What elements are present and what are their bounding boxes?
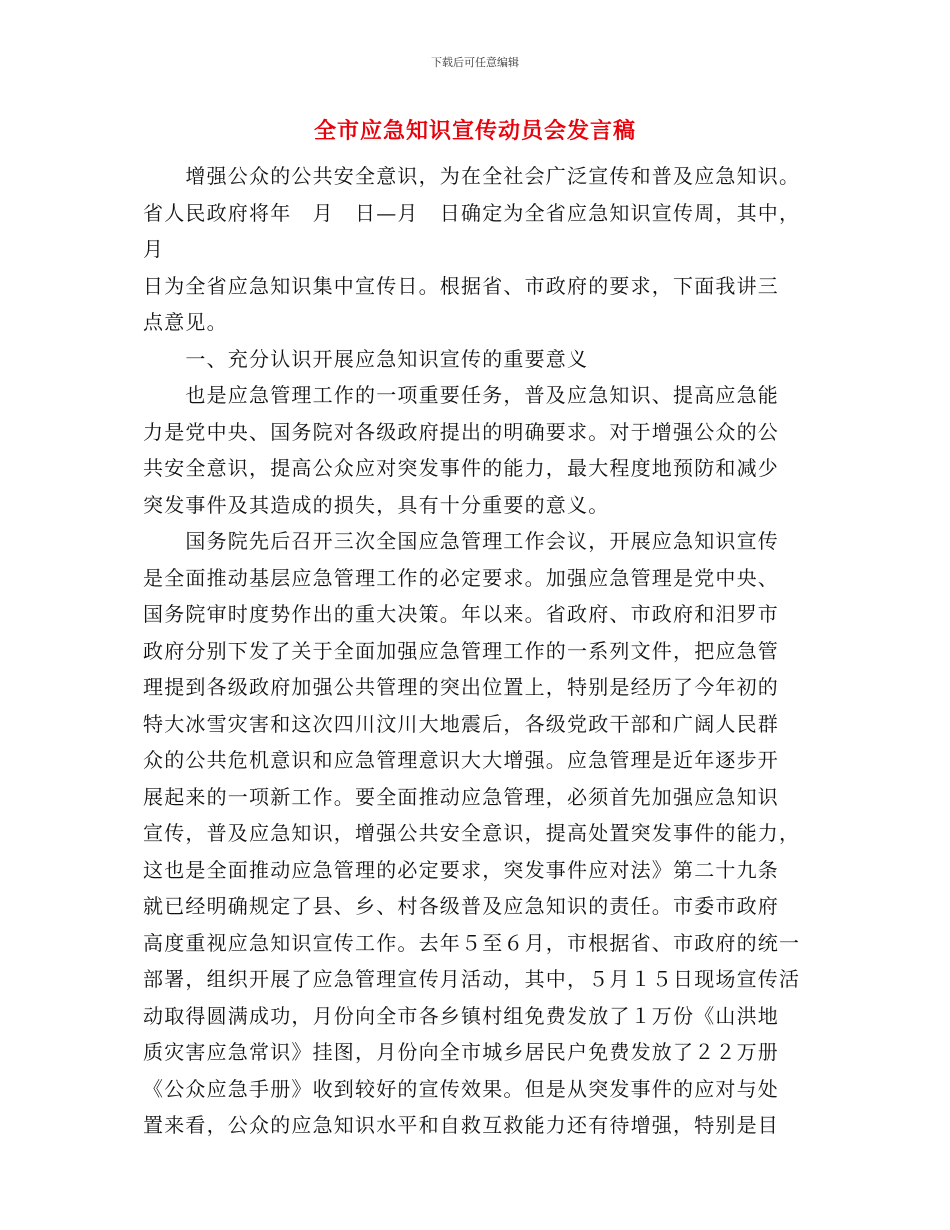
document-body	[143, 158, 808, 1144]
section-heading-1: 一、充分认识开展应急知识宣传的重要意义	[143, 346, 589, 371]
page-header: 下载后可任意编辑	[431, 56, 519, 69]
paragraph-intro: 增强公众的公共安全意识，为在全社会广泛宣传和普及应急知识。 省人民政府将年 月 日—月 日确定为全省应急知识宣传周，其中，月 日为全省应急知识集中宣传日。根据省、市政府的要求，下面我讲三 点意见。	[143, 164, 801, 334]
document-title: 全市应急知识宣传动员会发言稿	[313, 119, 636, 144]
paragraph-significance: 也是应急管理工作的一项重要任务，普及应急知识、提高应急能 力是党中央、国务院对各级政府提出的明确要求。对于增强公众的公 共安全意识，提高公众应对突发事件的能力，最大程度地预防和减少 突发事件及其造成的损失，具有十分重要的意义。	[143, 383, 779, 517]
paragraph-background: 国务院先后召开三次全国应急管理工作会议，开展应急知识宣传 是全面推动基层应急管理工作的必定要求。加强应急管理是党中央、 国务院审时度势作出的重大决策。年以来。省政府、市政府和汨罗市 政府分别下发了关于全面加强应急管理工作的一系列文件，把应急管 理提到各级政府加强公共管理的突出位置上，特别是经历了今年初的 特大冰雪灾害和这次四川汶川大地震后，各级党政干部和广阔人民群 众的公共危机意识和应急管理意识大大增强。应急管理是近年逐步开 展起来的一项新工作。要全面推动应急管理，必须首先加强应急知识 宣传，普及应急知识，增强公共安全意识，提高处置突发事件的能力， 这也是全面推动应急管理的必定要求，突发事件应对法》第二十九条 就已经明确规定了县、乡、村各级普及应急知识的责任。市委市政府 高度重视应急知识宣传工作。去年５至６月，市根据省、市政府的统一 部署，组织开展了应急管理宣传月活动，其中，５月１５日现场宣传活 动取得圆满成功，月份向全市各乡镇村组免费发放了１万份《山洪地 质灾害应急常识》挂图，月份向全市城乡居民户免费发放了２２万册 《公众应急手册》收到较好的宣传效果。但是从突发事件的应对与处 置来看，公众的应急知识水平和自救互救能力还有待增强，特别是目	[143, 529, 801, 1137]
